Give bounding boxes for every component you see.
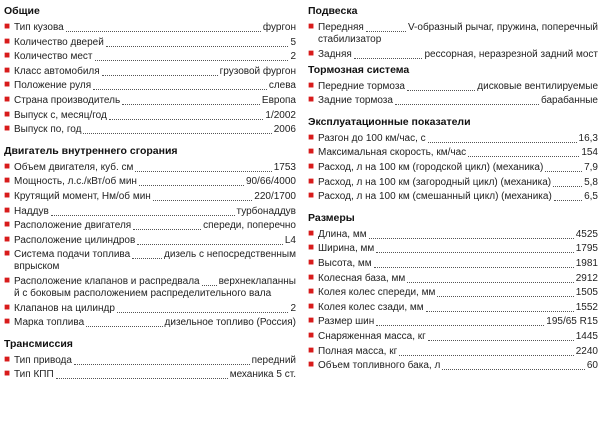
dot-leader: [374, 267, 574, 268]
spec-row: [308, 191, 598, 203]
bullet-icon: ■: [308, 146, 315, 158]
spec-value-continuation: впрыском: [14, 261, 60, 273]
spec-label: Разгон до 100 км/час, с: [318, 132, 426, 144]
bullet-icon: ■: [4, 204, 11, 216]
bullet-icon: ■: [4, 21, 11, 32]
spec-label: Передние тормоза: [318, 80, 405, 92]
bullet-icon: ■: [4, 233, 11, 245]
spec-label: Выпуск с, месяц/год: [14, 109, 107, 121]
left-column: [4, 2, 296, 384]
bullet-icon: ■: [308, 131, 315, 143]
spec-label: Передняя: [318, 22, 364, 33]
bullet-icon: ■: [4, 123, 11, 135]
spec-label: Полная масса, кг: [318, 345, 398, 357]
bullet-icon: ■: [308, 329, 315, 341]
spec-row: [4, 124, 296, 136]
dot-leader: [135, 171, 271, 172]
spec-value: дизельное топливо (Россия): [164, 317, 296, 329]
dot-leader: [66, 31, 261, 32]
spec-label: Мощность, л.с./кВт/об мин: [14, 176, 137, 188]
dot-leader: [133, 229, 201, 230]
bullet-icon: ■: [4, 175, 11, 187]
spec-row: [308, 147, 598, 159]
spec-value: верхнеклапанны: [218, 275, 296, 287]
spec-value: механика 5 ст.: [229, 369, 296, 381]
spec-value: 1981: [575, 257, 598, 269]
spec-value: 1/2002: [265, 109, 296, 121]
bullet-icon: ■: [308, 47, 315, 59]
bullet-icon: ■: [4, 368, 11, 380]
spec-value: V-образный рычаг, пружина, поперечный: [407, 22, 598, 33]
bullet-icon: ■: [4, 160, 11, 172]
spec-label: Расход, л на 100 км (городской цикл) (механика): [318, 161, 544, 173]
dot-leader: [202, 285, 217, 286]
spec-value: 1445: [575, 330, 598, 342]
bullet-icon: ■: [4, 93, 11, 105]
spec-label: Высота, мм: [318, 257, 372, 269]
dot-leader: [93, 89, 267, 90]
spec-value: 1753: [273, 161, 296, 173]
spec-label: Задние тормоза: [318, 95, 393, 107]
spec-value: 195/65 R15: [546, 316, 598, 328]
spec-row: [4, 369, 296, 381]
bullet-icon: ■: [308, 359, 315, 371]
spec-label: Ширина, мм: [318, 243, 375, 255]
dot-leader: [395, 104, 539, 105]
spec-row: [308, 346, 598, 358]
dot-leader: [139, 185, 244, 186]
spec-row: [308, 243, 598, 255]
spec-value: 7,9: [584, 161, 598, 173]
dot-leader: [468, 156, 579, 157]
dot-leader: [407, 90, 475, 91]
dot-leader: [399, 355, 574, 356]
section-title-transmission: Трансмиссия: [4, 337, 73, 350]
bullet-icon: ■: [4, 219, 11, 231]
dot-leader: [109, 119, 264, 120]
spec-value: 1505: [575, 287, 598, 299]
spec-value: 5: [290, 36, 296, 48]
spec-label: Тип привода: [14, 354, 72, 366]
bullet-icon: ■: [4, 189, 11, 201]
spec-row: [4, 110, 296, 122]
dot-leader: [554, 200, 582, 201]
spec-label: Размер шин: [318, 316, 375, 328]
spec-label: Клапанов на цилиндр: [14, 302, 115, 314]
spec-label: Количество дверей: [14, 36, 104, 48]
spec-label: Объем топливного бака, л: [318, 360, 441, 372]
section-title-dimensions: Размеры: [308, 211, 355, 224]
spec-row-front-suspension: [308, 22, 598, 46]
spec-label: Максимальная скорость, км/час: [318, 147, 467, 159]
dot-leader: [51, 215, 235, 216]
spec-label: Длина, мм: [318, 228, 367, 240]
bullet-icon: ■: [4, 64, 11, 76]
spec-row: [308, 95, 598, 107]
spec-row-fuel-system: [4, 249, 296, 273]
spec-row: [4, 317, 296, 329]
bullet-icon: ■: [308, 21, 315, 32]
spec-label: Колесная база, мм: [318, 272, 406, 284]
spec-row: [4, 162, 296, 174]
spec-value: 2: [290, 51, 296, 63]
spec-value: 2006: [273, 124, 296, 136]
dot-leader: [407, 282, 574, 283]
spec-label: Задняя: [318, 48, 352, 60]
spec-row: [308, 287, 598, 299]
spec-value: барабанные: [540, 95, 598, 107]
spec-row: [308, 81, 598, 93]
bullet-icon: ■: [308, 227, 315, 239]
bullet-icon: ■: [4, 301, 11, 313]
spec-value: 2912: [575, 272, 598, 284]
bullet-icon: ■: [308, 94, 315, 106]
spec-row: [4, 22, 296, 34]
bullet-icon: ■: [4, 50, 11, 62]
spec-row: [4, 37, 296, 49]
spec-value: Европа: [261, 94, 296, 106]
spec-label: Выпуск по, год: [14, 124, 82, 136]
spec-row: [4, 95, 296, 107]
dot-leader: [137, 244, 283, 245]
bullet-icon: ■: [308, 79, 315, 91]
bullet-icon: ■: [4, 316, 11, 328]
spec-value: грузовой фургон: [219, 65, 296, 77]
dot-leader: [86, 326, 162, 327]
spec-row: [308, 360, 598, 372]
spec-label: Колея колес спереди, мм: [318, 287, 436, 299]
spec-row: [308, 162, 598, 174]
dot-leader: [369, 238, 574, 239]
bullet-icon: ■: [4, 274, 11, 286]
spec-row: [308, 229, 598, 241]
bullet-icon: ■: [308, 271, 315, 283]
spec-row: [308, 316, 598, 328]
spec-label: Расход, л на 100 км (загородный цикл) (механика): [318, 176, 552, 188]
spec-row: [308, 49, 598, 61]
bullet-icon: ■: [308, 160, 315, 172]
dot-leader: [102, 75, 218, 76]
section-title-engine: Двигатель внутреннего сгорания: [4, 144, 178, 157]
spec-row: [4, 176, 296, 188]
spec-label: Расположение клапанов и распредвала: [14, 275, 200, 287]
spec-row: [4, 355, 296, 367]
spec-value: L4: [284, 234, 296, 246]
bullet-icon: ■: [308, 315, 315, 327]
section-title-performance: Эксплуатационные показатели: [308, 115, 471, 128]
spec-value: фургон: [262, 22, 296, 33]
spec-label: Тип КПП: [14, 369, 54, 381]
spec-row: [308, 258, 598, 270]
spec-row: [4, 66, 296, 78]
dot-leader: [122, 104, 260, 105]
dot-leader: [426, 311, 574, 312]
spec-value: 1552: [575, 301, 598, 313]
spec-value: 2240: [575, 345, 598, 357]
dot-leader: [132, 258, 162, 259]
spec-value: 220/1700: [254, 190, 296, 202]
dot-leader: [95, 60, 289, 61]
dot-leader: [545, 171, 582, 172]
spec-row: [308, 331, 598, 343]
spec-value: слева: [268, 80, 296, 92]
bullet-icon: ■: [4, 353, 11, 365]
bullet-icon: ■: [308, 286, 315, 298]
spec-value: рессорная, неразрезной задний мост: [424, 48, 598, 60]
spec-row: [4, 235, 296, 247]
spec-label: Количество мест: [14, 51, 93, 63]
spec-value: дисковые вентилируемые: [477, 80, 598, 92]
dot-leader: [376, 325, 544, 326]
spec-label: Страна производитель: [14, 94, 121, 106]
spec-label: Система подачи топлива: [14, 249, 131, 261]
bullet-icon: ■: [308, 175, 315, 187]
spec-label: Наддув: [14, 205, 49, 217]
bullet-icon: ■: [308, 190, 315, 202]
spec-value: 4525: [575, 228, 598, 240]
bullet-icon: ■: [308, 300, 315, 312]
dot-leader: [83, 133, 271, 134]
dot-leader: [428, 142, 577, 143]
spec-value: 60: [586, 360, 598, 372]
section-title-suspension: Подвеска: [308, 5, 358, 17]
dot-leader: [366, 31, 406, 32]
spec-label: Расположение двигателя: [14, 220, 132, 232]
dot-leader: [117, 312, 289, 313]
spec-value: 6,5: [584, 191, 598, 203]
spec-value-continuation: стабилизатор: [318, 34, 382, 45]
spec-value: 2: [290, 302, 296, 314]
dot-leader: [56, 378, 228, 379]
spec-label: Класс автомобиля: [14, 65, 100, 77]
spec-label: Расход, л на 100 км (смешанный цикл) (механика): [318, 191, 552, 203]
spec-label: Снаряженная масса, кг: [318, 330, 426, 342]
spec-label: Положение руля: [14, 80, 92, 92]
spec-row: [4, 303, 296, 315]
spec-value: 154: [581, 147, 598, 159]
spec-label: Марка топлива: [14, 317, 85, 329]
spec-row: [308, 302, 598, 314]
section-title-general: Общие: [4, 5, 40, 17]
spec-row: [308, 177, 598, 189]
dot-leader: [442, 369, 585, 370]
spec-value: турбонаддув: [236, 205, 296, 217]
spec-row: [308, 273, 598, 285]
spec-value: 16,3: [578, 132, 598, 144]
bullet-icon: ■: [4, 108, 11, 120]
spec-row-valves: [4, 276, 296, 300]
dot-leader: [74, 364, 250, 365]
dot-leader: [437, 296, 573, 297]
spec-row: [4, 220, 296, 232]
bullet-icon: ■: [308, 242, 315, 254]
dot-leader: [106, 46, 289, 47]
spec-label: Крутящий момент, Нм/об мин: [14, 190, 151, 202]
spec-value: передний: [251, 354, 296, 366]
spec-value: 90/66/4000: [245, 176, 296, 188]
spec-label: Колея колес сзади, мм: [318, 301, 424, 313]
spec-row: [308, 133, 598, 145]
spec-label: Объем двигателя, куб. см: [14, 161, 134, 173]
section-title-brakes: Тормозная система: [308, 63, 410, 76]
spec-row: [4, 80, 296, 92]
dot-leader: [428, 340, 574, 341]
bullet-icon: ■: [308, 256, 315, 268]
right-column: [308, 2, 598, 375]
spec-value: дизель с непосредственным: [164, 249, 296, 261]
spec-row: [4, 51, 296, 63]
bullet-icon: ■: [4, 35, 11, 47]
bullet-icon: ■: [308, 344, 315, 356]
spec-value: спереди, поперечно: [203, 220, 296, 232]
dot-leader: [553, 186, 582, 187]
dot-leader: [376, 252, 573, 253]
spec-row: [4, 191, 296, 203]
spec-label: Расположение цилиндров: [14, 234, 136, 246]
spec-value: 1795: [575, 243, 598, 255]
bullet-icon: ■: [4, 79, 11, 91]
spec-row: [4, 206, 296, 218]
spec-label: Тип кузова: [14, 22, 64, 33]
spec-value: 5,8: [584, 176, 598, 188]
bullet-icon: ■: [4, 248, 11, 260]
dot-leader: [354, 58, 423, 59]
spec-value-continuation: й с боковым расположением распределительного вала: [14, 287, 272, 299]
dot-leader: [153, 200, 252, 201]
